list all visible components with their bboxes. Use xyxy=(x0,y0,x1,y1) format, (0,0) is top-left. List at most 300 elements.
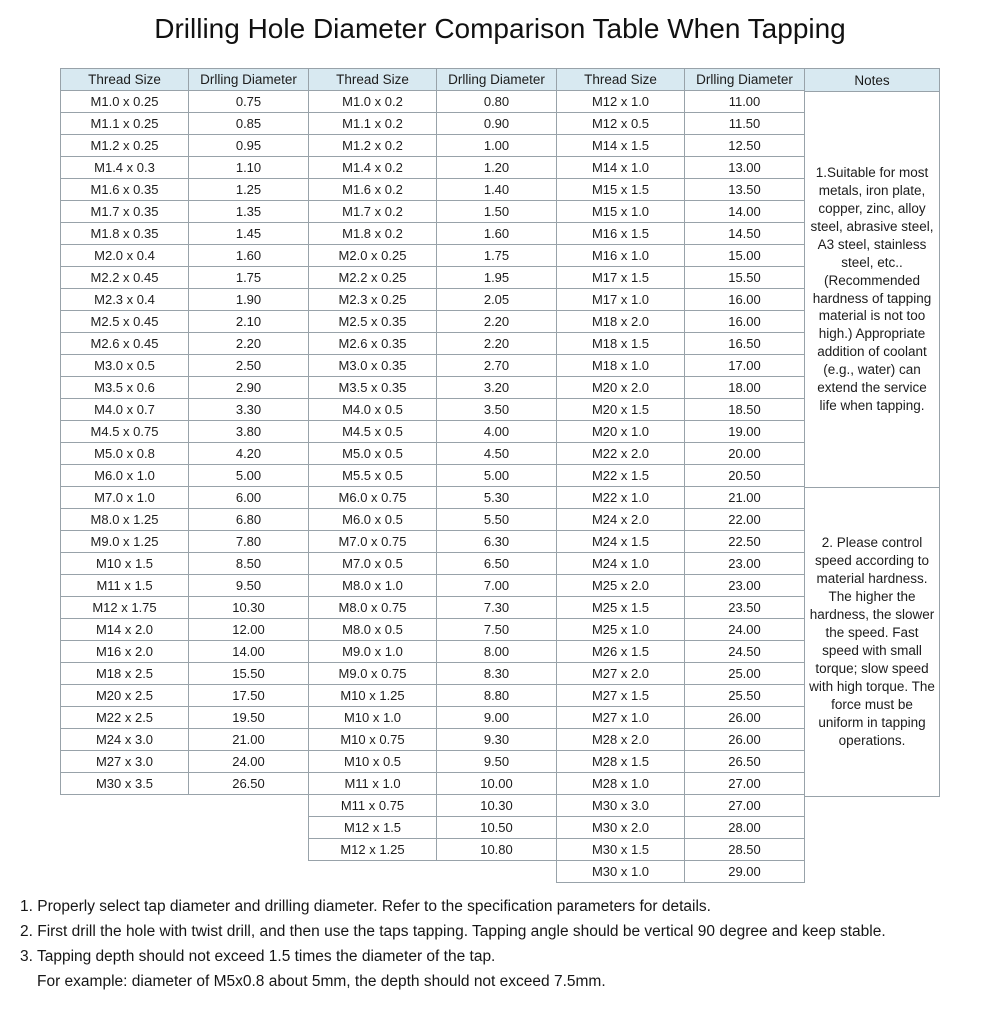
drilling-diameter-cell: 16.00 xyxy=(685,311,805,333)
thread-size-cell: M24 x 2.0 xyxy=(557,509,685,531)
table-row xyxy=(557,817,805,839)
table-row xyxy=(61,509,309,531)
thread-size-cell: M18 x 2.0 xyxy=(557,311,685,333)
thread-size-cell: M12 x 1.0 xyxy=(557,91,685,113)
drilling-diameter-cell: 2.70 xyxy=(437,355,557,377)
drilling-diameter-cell: 26.50 xyxy=(189,773,309,795)
drilling-diameter-cell: 0.80 xyxy=(437,91,557,113)
table-row xyxy=(61,223,309,245)
thread-size-cell: M4.5 x 0.75 xyxy=(61,421,189,443)
table-row xyxy=(61,443,309,465)
table-row xyxy=(61,619,309,641)
thread-size-cell: M2.5 x 0.35 xyxy=(309,311,437,333)
drilling-diameter-cell: 6.00 xyxy=(189,487,309,509)
thread-size-cell: M8.0 x 1.25 xyxy=(61,509,189,531)
table-row xyxy=(309,113,557,135)
drilling-diameter-cell: 5.50 xyxy=(437,509,557,531)
drilling-diameter-cell: 10.00 xyxy=(437,773,557,795)
drilling-diameter-cell: 23.00 xyxy=(685,575,805,597)
drilling-diameter-cell: 0.85 xyxy=(189,113,309,135)
drilling-diameter-cell: 7.80 xyxy=(189,531,309,553)
thread-size-cell: M25 x 1.0 xyxy=(557,619,685,641)
drilling-diameter-cell: 20.50 xyxy=(685,465,805,487)
thread-size-cell: M10 x 0.75 xyxy=(309,729,437,751)
thread-size-cell: M25 x 2.0 xyxy=(557,575,685,597)
drilling-diameter-cell: 17.50 xyxy=(189,685,309,707)
drilling-diameter-cell: 24.00 xyxy=(189,751,309,773)
thread-size-cell: M12 x 0.5 xyxy=(557,113,685,135)
thread-size-cell: M8.0 x 0.5 xyxy=(309,619,437,641)
col-header-drilling-diameter: Drlling Diameter xyxy=(685,69,805,91)
drilling-diameter-cell: 1.35 xyxy=(189,201,309,223)
table-row xyxy=(309,839,557,861)
thread-size-cell: M28 x 1.0 xyxy=(557,773,685,795)
drilling-diameter-cell: 24.50 xyxy=(685,641,805,663)
drilling-diameter-cell: 16.00 xyxy=(685,289,805,311)
note-speed-control: 2. Please control speed according to material hardness. The higher the hardness, the slower the speed. Fast speed with small torque; slow speed with high torque. The force must be uniform in tapping operations. xyxy=(809,535,935,748)
drilling-diameter-cell: 17.00 xyxy=(685,355,805,377)
drilling-diameter-cell: 13.00 xyxy=(685,157,805,179)
thread-table-1 xyxy=(60,68,309,795)
footnote-line: 2. First drill the hole with twist drill, and then use the taps tapping. Tapping angle should be vertical 90 degree and keep stable. xyxy=(20,923,886,940)
drilling-diameter-cell: 1.75 xyxy=(189,267,309,289)
table-row xyxy=(309,795,557,817)
footnote-line: 1. Properly select tap diameter and drilling diameter. Refer to the specification parameters for details. xyxy=(20,898,711,915)
table-row xyxy=(309,267,557,289)
thread-size-cell: M1.4 x 0.3 xyxy=(61,157,189,179)
table-row xyxy=(557,531,805,553)
drilling-diameter-cell: 22.50 xyxy=(685,531,805,553)
thread-size-cell: M12 x 1.25 xyxy=(309,839,437,861)
thread-size-cell: M3.5 x 0.35 xyxy=(309,377,437,399)
table-row xyxy=(309,619,557,641)
col-header-notes: Notes xyxy=(805,69,939,92)
drilling-diameter-cell: 6.80 xyxy=(189,509,309,531)
thread-size-cell: M9.0 x 1.25 xyxy=(61,531,189,553)
thread-size-cell: M20 x 1.0 xyxy=(557,421,685,443)
table-row xyxy=(309,223,557,245)
drilling-diameter-cell: 9.00 xyxy=(437,707,557,729)
note-material-suitability: 1.Suitable for most metals, iron plate, copper, zinc, alloy steel, abrasive steel, A3 steel, stainless steel, etc..(Recommended hardness of tapping material is not too high.) Appropriate addition of coolant (e.g., water) can extend the service life when tapping. xyxy=(805,92,939,488)
drilling-diameter-cell: 1.90 xyxy=(189,289,309,311)
table-row xyxy=(557,729,805,751)
drilling-diameter-cell: 26.00 xyxy=(685,707,805,729)
drilling-diameter-cell: 1.60 xyxy=(437,223,557,245)
thread-size-cell: M20 x 1.5 xyxy=(557,399,685,421)
drilling-diameter-cell: 14.00 xyxy=(685,201,805,223)
table-row xyxy=(557,663,805,685)
table-row xyxy=(557,773,805,795)
drilling-diameter-cell: 1.40 xyxy=(437,179,557,201)
thread-size-cell: M17 x 1.5 xyxy=(557,267,685,289)
thread-size-cell: M11 x 0.75 xyxy=(309,795,437,817)
table-row xyxy=(61,267,309,289)
table-row xyxy=(61,201,309,223)
drilling-diameter-cell: 10.80 xyxy=(437,839,557,861)
table-row xyxy=(309,663,557,685)
thread-size-cell: M2.3 x 0.25 xyxy=(309,289,437,311)
drilling-diameter-cell: 24.00 xyxy=(685,619,805,641)
header-row xyxy=(309,69,557,91)
drilling-diameter-cell: 29.00 xyxy=(685,861,805,883)
thread-size-cell: M1.8 x 0.2 xyxy=(309,223,437,245)
drilling-diameter-cell: 10.30 xyxy=(437,795,557,817)
drilling-diameter-cell: 3.30 xyxy=(189,399,309,421)
drilling-diameter-cell: 4.00 xyxy=(437,421,557,443)
thread-size-cell: M9.0 x 0.75 xyxy=(309,663,437,685)
drilling-diameter-cell: 15.00 xyxy=(685,245,805,267)
table-row xyxy=(309,641,557,663)
drilling-diameter-cell: 1.50 xyxy=(437,201,557,223)
drilling-diameter-cell: 10.50 xyxy=(437,817,557,839)
thread-size-cell: M2.0 x 0.25 xyxy=(309,245,437,267)
thread-size-cell: M16 x 2.0 xyxy=(61,641,189,663)
table-row xyxy=(61,355,309,377)
drilling-diameter-cell: 25.50 xyxy=(685,685,805,707)
table-row xyxy=(557,333,805,355)
table-row xyxy=(61,751,309,773)
thread-size-cell: M1.8 x 0.35 xyxy=(61,223,189,245)
table-row xyxy=(557,91,805,113)
drilling-diameter-cell: 27.00 xyxy=(685,795,805,817)
table-row xyxy=(61,773,309,795)
table-row xyxy=(309,487,557,509)
thread-size-cell: M15 x 1.5 xyxy=(557,179,685,201)
thread-size-cell: M18 x 1.5 xyxy=(557,333,685,355)
thread-size-cell: M28 x 1.5 xyxy=(557,751,685,773)
col-header-thread-size: Thread Size xyxy=(557,69,685,91)
table-row xyxy=(61,91,309,113)
drilling-diameter-cell: 8.00 xyxy=(437,641,557,663)
thread-size-cell: M22 x 1.5 xyxy=(557,465,685,487)
drilling-diameter-cell: 8.30 xyxy=(437,663,557,685)
drilling-diameter-cell: 2.90 xyxy=(189,377,309,399)
drilling-diameter-cell: 19.00 xyxy=(685,421,805,443)
thread-size-cell: M5.0 x 0.5 xyxy=(309,443,437,465)
table-row xyxy=(557,421,805,443)
table-row xyxy=(61,421,309,443)
thread-size-cell: M2.2 x 0.25 xyxy=(309,267,437,289)
table-row xyxy=(557,135,805,157)
thread-size-cell: M26 x 1.5 xyxy=(557,641,685,663)
table-row xyxy=(309,509,557,531)
thread-size-cell: M1.0 x 0.25 xyxy=(61,91,189,113)
table-row xyxy=(309,311,557,333)
thread-size-cell: M2.3 x 0.4 xyxy=(61,289,189,311)
drilling-diameter-cell: 20.00 xyxy=(685,443,805,465)
drilling-diameter-cell: 7.30 xyxy=(437,597,557,619)
drilling-diameter-cell: 26.00 xyxy=(685,729,805,751)
thread-size-cell: M14 x 1.5 xyxy=(557,135,685,157)
thread-size-cell: M12 x 1.75 xyxy=(61,597,189,619)
thread-size-cell: M1.4 x 0.2 xyxy=(309,157,437,179)
drilling-diameter-cell: 16.50 xyxy=(685,333,805,355)
thread-size-cell: M16 x 1.0 xyxy=(557,245,685,267)
drilling-diameter-cell: 4.20 xyxy=(189,443,309,465)
header-row xyxy=(61,69,309,91)
table-row xyxy=(309,443,557,465)
table-row xyxy=(61,179,309,201)
table-row xyxy=(557,355,805,377)
thread-size-cell: M14 x 1.0 xyxy=(557,157,685,179)
drilling-diameter-cell: 25.00 xyxy=(685,663,805,685)
table-row xyxy=(557,377,805,399)
drilling-diameter-cell: 27.00 xyxy=(685,773,805,795)
thread-size-cell: M4.5 x 0.5 xyxy=(309,421,437,443)
drilling-diameter-cell: 1.10 xyxy=(189,157,309,179)
thread-size-cell: M24 x 1.5 xyxy=(557,531,685,553)
thread-size-cell: M1.7 x 0.35 xyxy=(61,201,189,223)
table-row xyxy=(309,751,557,773)
table-row xyxy=(309,817,557,839)
thread-size-cell: M5.5 x 0.5 xyxy=(309,465,437,487)
table-row xyxy=(61,245,309,267)
thread-size-cell: M11 x 1.0 xyxy=(309,773,437,795)
table-row xyxy=(557,795,805,817)
table-row xyxy=(309,157,557,179)
thread-size-cell: M30 x 1.0 xyxy=(557,861,685,883)
table-row xyxy=(557,575,805,597)
thread-size-cell: M27 x 3.0 xyxy=(61,751,189,773)
table-row xyxy=(309,773,557,795)
thread-size-cell: M20 x 2.5 xyxy=(61,685,189,707)
thread-size-cell: M28 x 2.0 xyxy=(557,729,685,751)
thread-size-cell: M3.5 x 0.6 xyxy=(61,377,189,399)
col-header-thread-size: Thread Size xyxy=(309,69,437,91)
drilling-diameter-cell: 0.95 xyxy=(189,135,309,157)
drilling-diameter-cell: 26.50 xyxy=(685,751,805,773)
thread-size-cell: M27 x 1.5 xyxy=(557,685,685,707)
thread-size-cell: M7.0 x 0.5 xyxy=(309,553,437,575)
drilling-diameter-cell: 23.50 xyxy=(685,597,805,619)
thread-size-cell: M22 x 1.0 xyxy=(557,487,685,509)
drilling-diameter-cell: 3.80 xyxy=(189,421,309,443)
drilling-diameter-cell: 4.50 xyxy=(437,443,557,465)
table-row xyxy=(557,839,805,861)
table-row xyxy=(557,157,805,179)
thread-table-3 xyxy=(556,68,805,883)
thread-size-cell: M1.6 x 0.2 xyxy=(309,179,437,201)
table-row xyxy=(557,487,805,509)
drilling-diameter-cell: 3.50 xyxy=(437,399,557,421)
table-row xyxy=(557,597,805,619)
table-row xyxy=(309,685,557,707)
drilling-diameter-cell: 7.00 xyxy=(437,575,557,597)
table-row xyxy=(557,399,805,421)
drilling-diameter-cell: 9.50 xyxy=(437,751,557,773)
drilling-diameter-cell: 22.00 xyxy=(685,509,805,531)
drilling-diameter-cell: 1.20 xyxy=(437,157,557,179)
thread-size-cell: M6.0 x 1.0 xyxy=(61,465,189,487)
table-row xyxy=(557,289,805,311)
table-row xyxy=(309,289,557,311)
drilling-diameter-cell: 2.50 xyxy=(189,355,309,377)
table-row xyxy=(61,707,309,729)
thread-size-cell: M2.6 x 0.45 xyxy=(61,333,189,355)
drilling-diameter-cell: 1.75 xyxy=(437,245,557,267)
table-row xyxy=(309,597,557,619)
table-row xyxy=(557,443,805,465)
thread-size-cell: M2.0 x 0.4 xyxy=(61,245,189,267)
drilling-diameter-cell: 0.90 xyxy=(437,113,557,135)
thread-size-cell: M10 x 1.25 xyxy=(309,685,437,707)
drilling-diameter-cell: 8.50 xyxy=(189,553,309,575)
table-row xyxy=(557,861,805,883)
table-row xyxy=(309,575,557,597)
table-row xyxy=(61,113,309,135)
drilling-diameter-cell: 1.95 xyxy=(437,267,557,289)
drilling-diameter-cell: 7.50 xyxy=(437,619,557,641)
table-row xyxy=(61,465,309,487)
thread-size-cell: M2.6 x 0.35 xyxy=(309,333,437,355)
comparison-table xyxy=(0,68,1000,883)
thread-size-cell: M4.0 x 0.7 xyxy=(61,399,189,421)
table-row xyxy=(309,355,557,377)
drilling-diameter-cell: 5.30 xyxy=(437,487,557,509)
table-row xyxy=(309,135,557,157)
thread-size-cell: M18 x 1.0 xyxy=(557,355,685,377)
drilling-diameter-cell: 28.50 xyxy=(685,839,805,861)
table-row xyxy=(557,465,805,487)
thread-size-cell: M2.5 x 0.45 xyxy=(61,311,189,333)
drilling-diameter-cell: 28.00 xyxy=(685,817,805,839)
table-row xyxy=(557,179,805,201)
thread-size-cell: M11 x 1.5 xyxy=(61,575,189,597)
thread-size-cell: M12 x 1.5 xyxy=(309,817,437,839)
table-row xyxy=(557,707,805,729)
thread-size-cell: M7.0 x 0.75 xyxy=(309,531,437,553)
thread-size-cell: M9.0 x 1.0 xyxy=(309,641,437,663)
table-row xyxy=(309,333,557,355)
table-row xyxy=(61,575,309,597)
thread-size-cell: M6.0 x 0.75 xyxy=(309,487,437,509)
table-row xyxy=(61,641,309,663)
footnote-line: For example: diameter of M5x0.8 about 5mm, the depth should not exceed 7.5mm. xyxy=(37,973,606,990)
thread-size-cell: M5.0 x 0.8 xyxy=(61,443,189,465)
thread-size-cell: M30 x 2.0 xyxy=(557,817,685,839)
notes-column xyxy=(804,68,940,797)
thread-size-cell: M20 x 2.0 xyxy=(557,377,685,399)
table-row xyxy=(61,487,309,509)
table-row xyxy=(557,641,805,663)
thread-size-cell: M3.0 x 0.5 xyxy=(61,355,189,377)
table-row xyxy=(557,751,805,773)
table-row xyxy=(61,157,309,179)
thread-size-cell: M10 x 0.5 xyxy=(309,751,437,773)
thread-size-cell: M24 x 1.0 xyxy=(557,553,685,575)
thread-size-cell: M30 x 1.5 xyxy=(557,839,685,861)
drilling-diameter-cell: 6.50 xyxy=(437,553,557,575)
drilling-diameter-cell: 18.50 xyxy=(685,399,805,421)
header-row xyxy=(557,69,805,91)
thread-size-cell: M1.2 x 0.25 xyxy=(61,135,189,157)
table-row xyxy=(61,553,309,575)
drilling-diameter-cell: 19.50 xyxy=(189,707,309,729)
thread-size-cell: M1.1 x 0.25 xyxy=(61,113,189,135)
thread-size-cell: M2.2 x 0.45 xyxy=(61,267,189,289)
thread-size-cell: M8.0 x 0.75 xyxy=(309,597,437,619)
table-row xyxy=(61,135,309,157)
drilling-diameter-cell: 12.50 xyxy=(685,135,805,157)
thread-size-cell: M25 x 1.5 xyxy=(557,597,685,619)
thread-size-cell: M30 x 3.0 xyxy=(557,795,685,817)
drilling-diameter-cell: 1.00 xyxy=(437,135,557,157)
col-header-thread-size: Thread Size xyxy=(61,69,189,91)
table-row xyxy=(557,201,805,223)
drilling-diameter-cell: 0.75 xyxy=(189,91,309,113)
page-title: Drilling Hole Diameter Comparison Table When Tapping xyxy=(154,13,846,44)
thread-size-cell: M1.1 x 0.2 xyxy=(309,113,437,135)
table-row xyxy=(557,113,805,135)
drilling-diameter-cell: 14.00 xyxy=(189,641,309,663)
drilling-diameter-cell: 12.00 xyxy=(189,619,309,641)
drilling-diameter-cell: 11.50 xyxy=(685,113,805,135)
drilling-diameter-cell: 1.60 xyxy=(189,245,309,267)
drilling-diameter-cell: 18.00 xyxy=(685,377,805,399)
drilling-diameter-cell: 2.20 xyxy=(437,311,557,333)
table-row xyxy=(309,201,557,223)
thread-size-cell: M6.0 x 0.5 xyxy=(309,509,437,531)
thread-table-2 xyxy=(308,68,557,861)
thread-size-cell: M16 x 1.5 xyxy=(557,223,685,245)
table-row xyxy=(309,531,557,553)
table-row xyxy=(557,311,805,333)
drilling-diameter-cell: 2.10 xyxy=(189,311,309,333)
thread-size-cell: M1.0 x 0.2 xyxy=(309,91,437,113)
table-row xyxy=(309,729,557,751)
table-row xyxy=(61,729,309,751)
thread-size-cell: M7.0 x 1.0 xyxy=(61,487,189,509)
table-row xyxy=(309,707,557,729)
table-row xyxy=(557,509,805,531)
thread-size-cell: M1.6 x 0.35 xyxy=(61,179,189,201)
drilling-diameter-cell: 21.00 xyxy=(189,729,309,751)
table-groups xyxy=(60,68,805,883)
thread-size-cell: M18 x 2.5 xyxy=(61,663,189,685)
thread-size-cell: M27 x 2.0 xyxy=(557,663,685,685)
drilling-diameter-cell: 23.00 xyxy=(685,553,805,575)
drilling-diameter-cell: 5.00 xyxy=(437,465,557,487)
thread-size-cell: M22 x 2.0 xyxy=(557,443,685,465)
table-row xyxy=(61,399,309,421)
table-row xyxy=(309,245,557,267)
table-row xyxy=(309,179,557,201)
table-row xyxy=(61,311,309,333)
table-row xyxy=(61,531,309,553)
thread-size-cell: M27 x 1.0 xyxy=(557,707,685,729)
thread-size-cell: M1.7 x 0.2 xyxy=(309,201,437,223)
thread-size-cell: M17 x 1.0 xyxy=(557,289,685,311)
thread-size-cell: M30 x 3.5 xyxy=(61,773,189,795)
col-header-drilling-diameter: Drlling Diameter xyxy=(189,69,309,91)
table-row xyxy=(61,663,309,685)
drilling-diameter-cell: 21.00 xyxy=(685,487,805,509)
drilling-diameter-cell: 2.05 xyxy=(437,289,557,311)
drilling-diameter-cell: 15.50 xyxy=(685,267,805,289)
table-row xyxy=(61,597,309,619)
table-row xyxy=(61,377,309,399)
table-row xyxy=(309,377,557,399)
drilling-diameter-cell: 13.50 xyxy=(685,179,805,201)
thread-size-cell: M10 x 1.5 xyxy=(61,553,189,575)
table-row xyxy=(557,685,805,707)
thread-size-cell: M14 x 2.0 xyxy=(61,619,189,641)
thread-size-cell: M22 x 2.5 xyxy=(61,707,189,729)
thread-size-cell: M4.0 x 0.5 xyxy=(309,399,437,421)
drilling-diameter-cell: 6.30 xyxy=(437,531,557,553)
drilling-diameter-cell: 8.80 xyxy=(437,685,557,707)
drilling-diameter-cell: 14.50 xyxy=(685,223,805,245)
